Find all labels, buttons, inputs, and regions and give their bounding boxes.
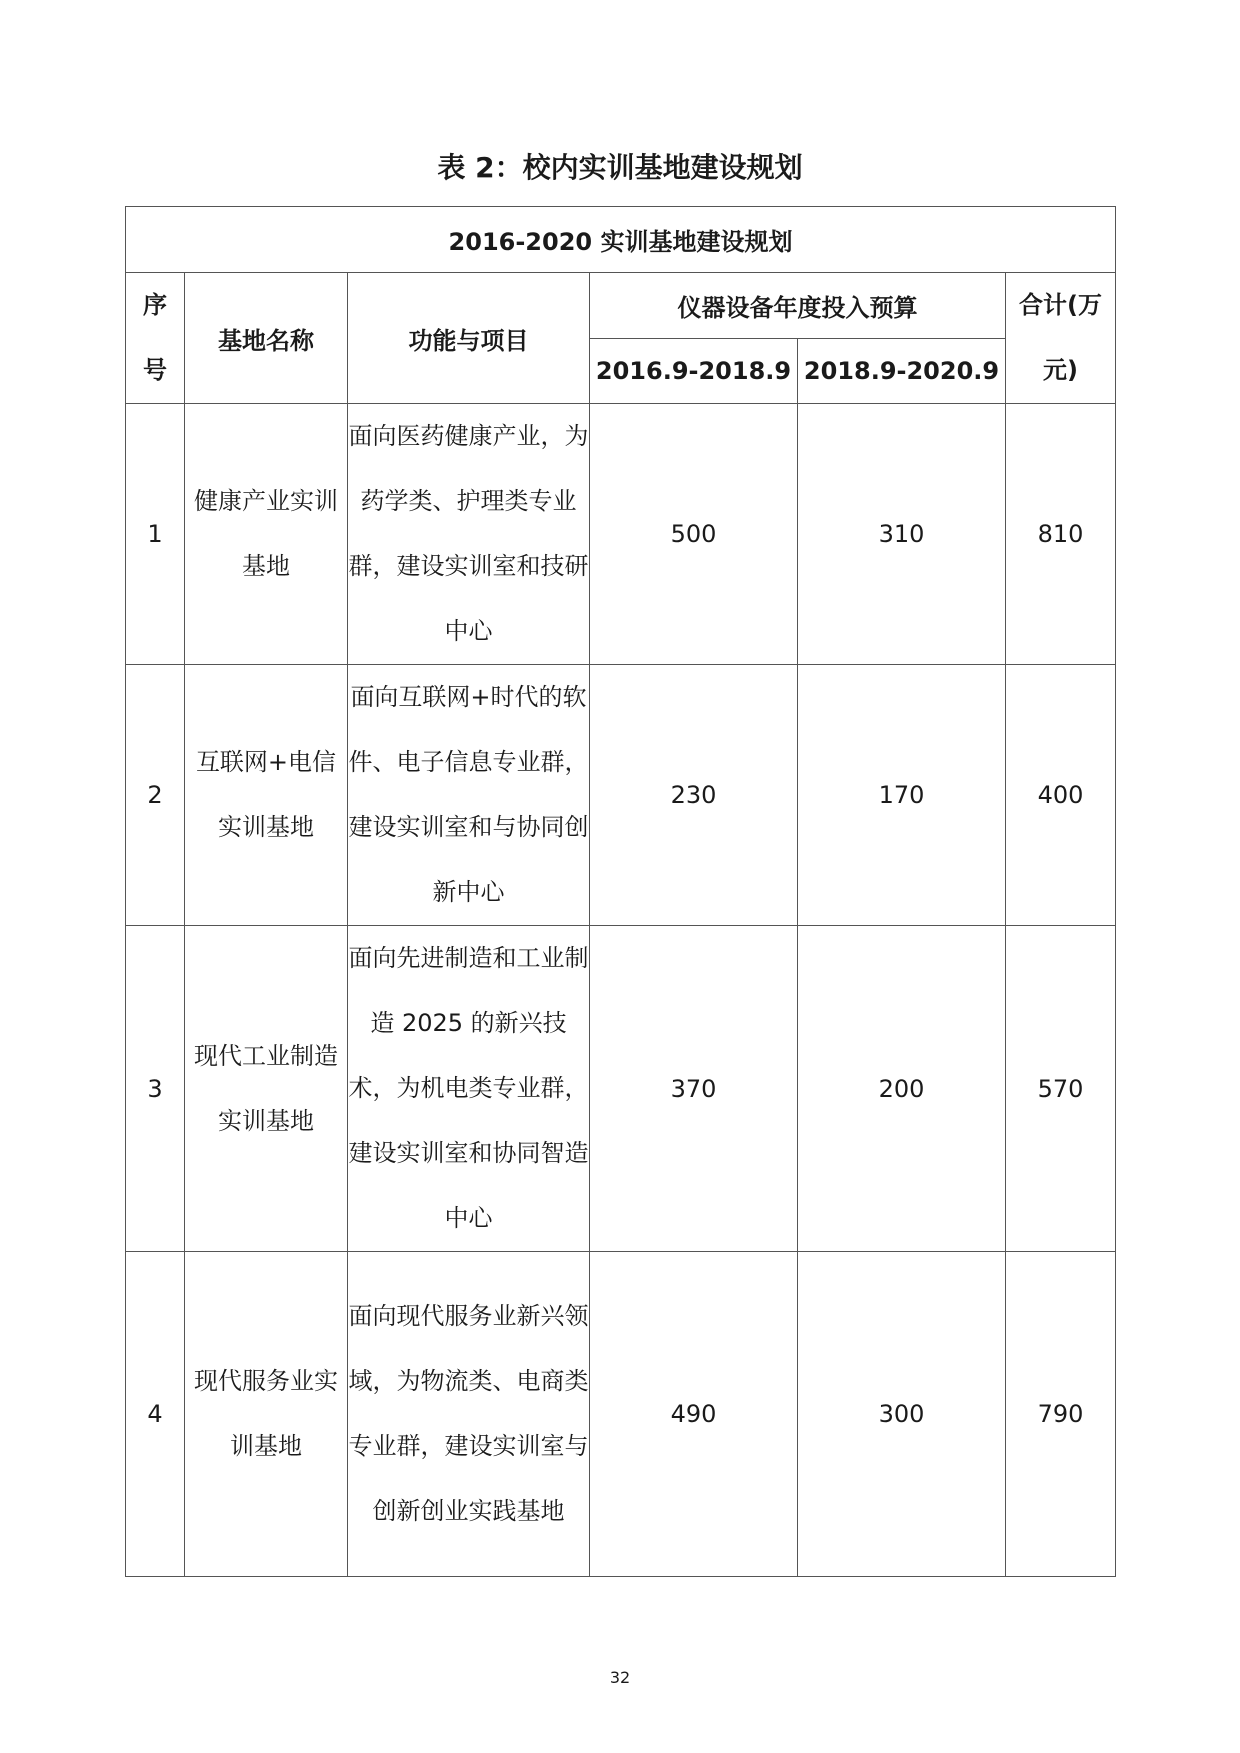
period1-cell: 490: [590, 1252, 798, 1577]
total-header-line1: 合计(万: [1019, 291, 1102, 319]
seq-header-line2: 号: [143, 356, 167, 384]
period1-cell: 370: [590, 926, 798, 1252]
total-cell: 790: [1006, 1252, 1116, 1577]
table-row: [126, 1252, 1116, 1577]
name-cell: 健康产业实训基地: [185, 404, 348, 665]
period2-cell: 200: [798, 926, 1006, 1252]
total-header-line2: 元): [1043, 356, 1078, 384]
period2-header: 2018.9-2020.9: [798, 339, 1006, 404]
plan-table: [125, 206, 1116, 1577]
name-cell: 现代服务业实训基地: [185, 1252, 348, 1577]
table-row: [126, 926, 1116, 1252]
period1-cell: 500: [590, 404, 798, 665]
header-row: [126, 273, 1116, 339]
total-header: [1006, 273, 1116, 404]
table-row: [126, 404, 1116, 665]
function-cell: 面向先进制造和工业制造 2025 的新兴技术，为机电类专业群，建设实训室和协同智造中心: [348, 926, 590, 1252]
total-cell: 570: [1006, 926, 1116, 1252]
period2-cell: 170: [798, 665, 1006, 926]
period2-cell: 300: [798, 1252, 1006, 1577]
seq-cell: 3: [126, 926, 185, 1252]
function-cell: 面向现代服务业新兴领域，为物流类、电商类专业群，建设实训室与创新创业实践基地: [348, 1252, 590, 1577]
table-caption-row: [126, 207, 1116, 273]
table-row: [126, 665, 1116, 926]
seq-header: [126, 273, 185, 404]
name-cell: 现代工业制造实训基地: [185, 926, 348, 1252]
function-header: 功能与项目: [348, 273, 590, 404]
name-header: 基地名称: [185, 273, 348, 404]
seq-cell: 4: [126, 1252, 185, 1577]
seq-header-line1: 序: [143, 291, 167, 319]
period1-header: 2016.9-2018.9: [590, 339, 798, 404]
total-cell: 810: [1006, 404, 1116, 665]
function-cell: 面向医药健康产业，为药学类、护理类专业群，建设实训室和技研中心: [348, 404, 590, 665]
budget-header: 仪器设备年度投入预算: [590, 273, 1006, 339]
total-cell: 400: [1006, 665, 1116, 926]
seq-cell: 1: [126, 404, 185, 665]
seq-cell: 2: [126, 665, 185, 926]
name-cell: 互联网+电信实训基地: [185, 665, 348, 926]
period1-cell: 230: [590, 665, 798, 926]
page-title: 表 2：校内实训基地建设规划: [437, 151, 803, 184]
page-number: 32: [609, 1668, 631, 1687]
period2-cell: 310: [798, 404, 1006, 665]
table-caption: 2016-2020 实训基地建设规划: [126, 207, 1116, 273]
function-cell: 面向互联网+时代的软件、电子信息专业群，建设实训室和与协同创新中心: [348, 665, 590, 926]
